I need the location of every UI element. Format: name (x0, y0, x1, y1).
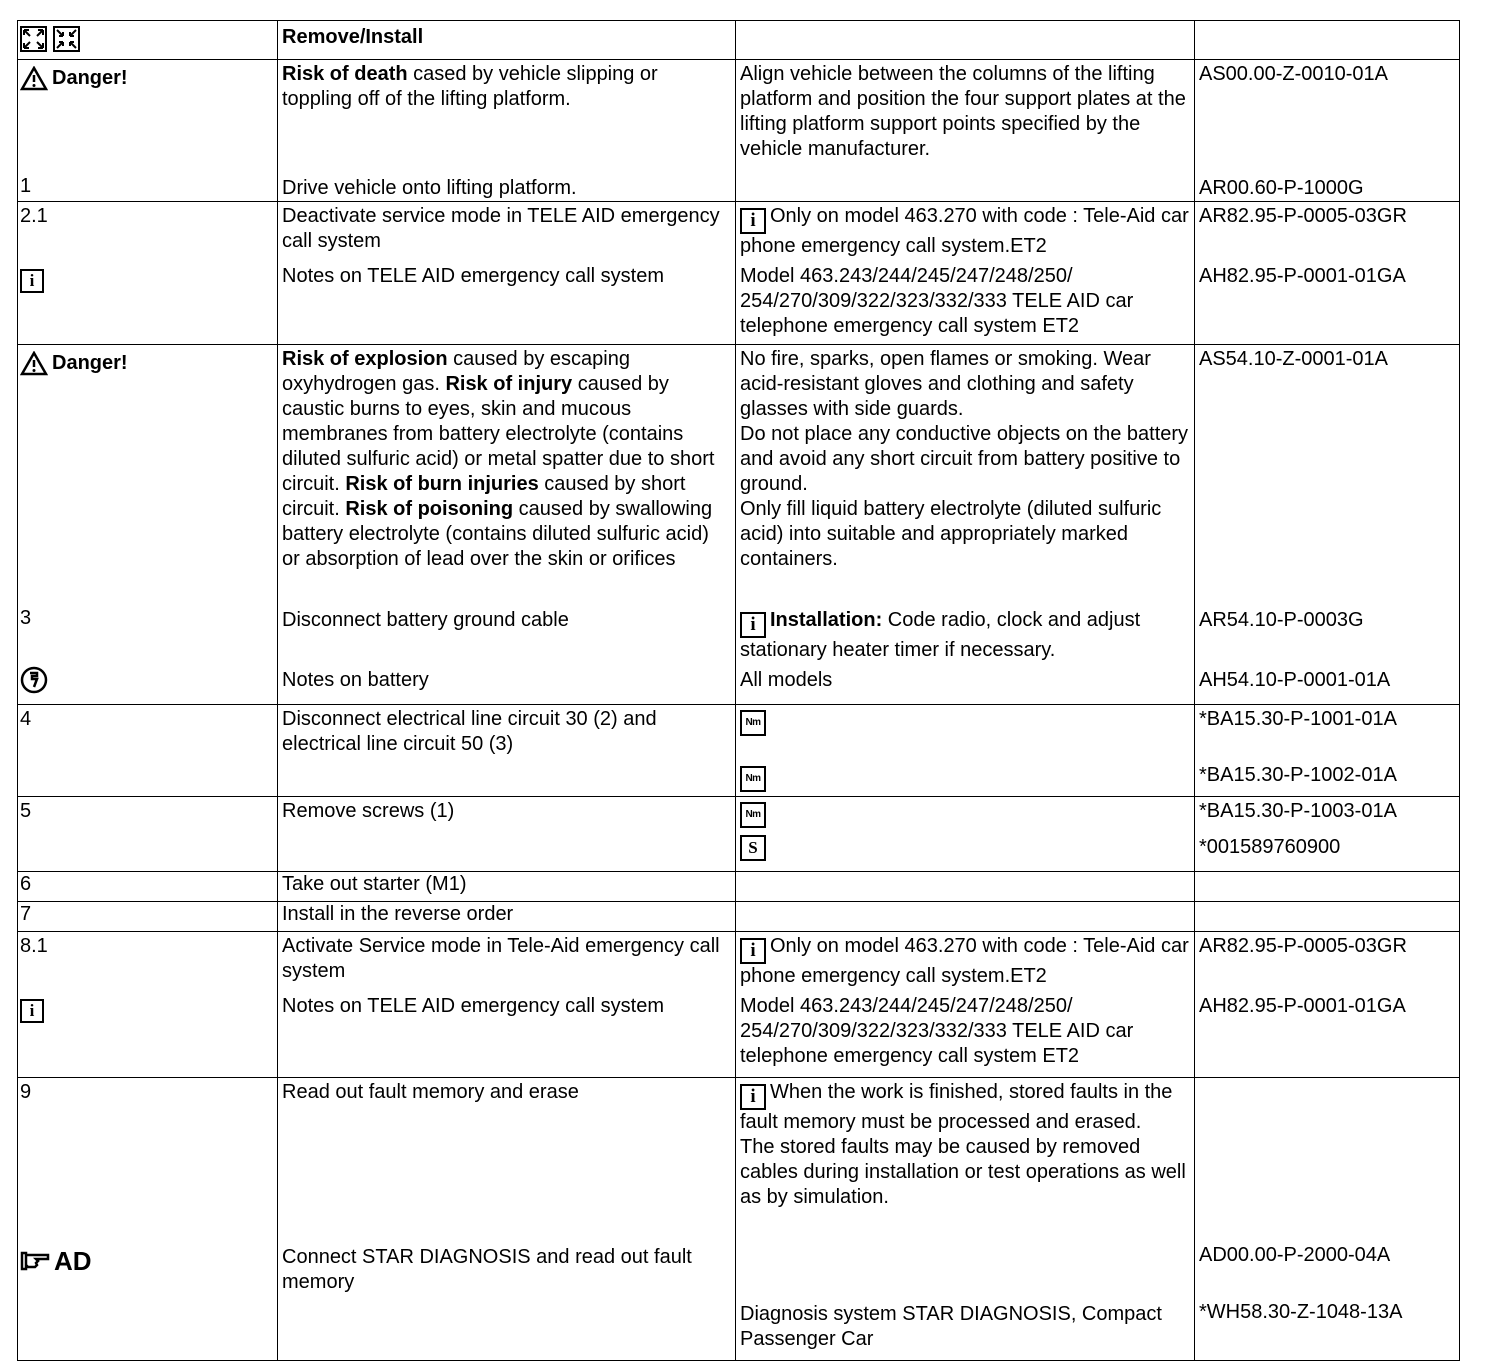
doc-link[interactable]: *BA15.30-P-1003-01A (1199, 800, 1397, 822)
step-number: 6 (20, 873, 32, 895)
step-number: 2.1 (20, 205, 48, 227)
doc-link[interactable]: AR54.10-P-0003G (1199, 609, 1364, 631)
doc-link[interactable]: *BA15.30-P-1001-01A (1199, 708, 1397, 730)
step-row (18, 902, 1460, 932)
note-text: Only on model 463.270 with code : Tele-Aid car phone emergency call system.ET2 (740, 935, 1189, 987)
doc-link[interactable]: *001589760900 (1199, 836, 1341, 858)
doc-link[interactable]: AD00.00-P-2000-04A (1199, 1244, 1391, 1266)
danger-measure: Align vehicle between the columns of the lifting platform and position the four support plates at the lifting platform support points specified by the vehicle manufacturer. (740, 63, 1186, 160)
battery-note-icon (20, 666, 48, 694)
sub-note-text: Model 463.243/244/245/247/248/250/ 254/270/309/322/323/332/333 TELE AID car telephone emergency call system ET2 (740, 995, 1134, 1067)
step-number: 1 (20, 175, 32, 197)
step-number: 3 (20, 607, 32, 629)
note-text: Only on model 463.270 with code : Tele-Aid car phone emergency call system.ET2 (740, 205, 1189, 257)
step-number: 7 (20, 903, 32, 925)
header-empty-cell (736, 21, 1195, 60)
collapse-icon[interactable] (53, 26, 80, 52)
doc-link[interactable]: AS54.10-Z-0001-01A (1199, 348, 1389, 370)
header-row (18, 21, 1460, 60)
sub-step-text: Notes on TELE AID emergency call system (282, 265, 665, 287)
note-text: The stored faults may be caused by removed cables during installation or test operations as well as by simulation. (740, 1136, 1186, 1208)
step-text: Drive vehicle onto lifting platform. (282, 177, 577, 199)
sub-note-text: Model 463.243/244/245/247/248/250/ 254/270/309/322/323/332/333 TELE AID car telephone emergency call system ET2 (740, 265, 1134, 337)
step-text: Remove screws (1) (282, 800, 455, 822)
danger-measure: No fire, sparks, open flames or smoking. Wear acid-resistant gloves and clothing and safety glasses with side guards. Do not place any conductive objects on the battery and avoid any short circuit from battery positive to ground. Only fill liquid battery electrolyte (diluted sulfuric acid) into suitable and appropriately marked containers. (740, 348, 1189, 570)
step-number: 8.1 (20, 935, 48, 957)
step-text: Install in the reverse order (282, 903, 514, 925)
header-empty-cell (1195, 21, 1460, 60)
step-row (18, 1078, 1460, 1361)
danger-row (18, 60, 1460, 202)
info-icon: i (740, 208, 766, 234)
danger-text: Risk of death cased by vehicle slipping or toppling off of the lifting platform. (282, 63, 658, 110)
doc-link[interactable]: *BA15.30-P-1002-01A (1199, 764, 1397, 786)
doc-link[interactable]: AH82.95-P-0001-01GA (1199, 995, 1406, 1017)
doc-link[interactable]: AR00.60-P-1000G (1199, 177, 1364, 199)
special-tool-icon[interactable]: S (740, 835, 766, 861)
installation-label: Installation: (770, 609, 883, 631)
header-title-cell (278, 21, 736, 60)
note-text: When the work is finished, stored faults in the fault memory must be processed and erased. (740, 1081, 1173, 1133)
sub-step-text: Notes on battery (282, 669, 429, 691)
doc-link[interactable]: AH82.95-P-0001-01GA (1199, 265, 1406, 287)
text-col-cell (278, 60, 736, 202)
warning-triangle-icon (20, 351, 48, 376)
danger-text: Risk of explosion caused by escaping oxyhydrogen gas. Risk of injury caused by caustic burns to eyes, skin and mucous membranes from battery electrolyte (contains diluted sulfuric acid) or metal spatter due to short circuit. Risk of burn injuries caused by short circuit. Risk of poisoning caused by swallowing battery electrolyte (contains diluted sulfuric acid) or absorption of lead over the skin or orifices (282, 348, 715, 570)
header-icons-cell (18, 21, 278, 60)
step-text: Activate Service mode in Tele-Aid emergency call system (282, 935, 720, 982)
step-number: 5 (20, 800, 32, 822)
torque-icon[interactable]: Nm (740, 802, 766, 828)
danger-label: Danger! (20, 66, 128, 91)
star-diagnosis-label: AD (20, 1245, 92, 1277)
note-text: Code radio, clock and adjust stationary heater timer if necessary. (740, 609, 1141, 661)
doc-link[interactable]: *WH58.30-Z-1048-13A (1199, 1301, 1403, 1323)
step-number: 4 (20, 708, 32, 730)
page-title: Remove/Install (282, 26, 424, 48)
doc-link[interactable]: AH54.10-P-0001-01A (1199, 669, 1391, 691)
sub-note-text: All models (740, 669, 833, 691)
step-row (18, 932, 1460, 1078)
step-row (18, 705, 1460, 797)
step-number: 9 (20, 1081, 32, 1103)
info-icon: i (20, 269, 44, 293)
step-text: Disconnect battery ground cable (282, 609, 569, 631)
measure-col-cell (736, 60, 1195, 202)
doc-link[interactable]: AR82.95-P-0005-03GR (1199, 205, 1407, 227)
step-text: Take out starter (M1) (282, 873, 467, 895)
warning-triangle-icon (20, 66, 48, 91)
step-row (18, 872, 1460, 902)
step-text: Deactivate service mode in TELE AID emergency call system (282, 205, 720, 252)
step-row (18, 202, 1460, 345)
torque-icon[interactable]: Nm (740, 710, 766, 736)
danger-label: Danger! (20, 351, 128, 376)
expand-icon[interactable] (20, 26, 47, 52)
info-icon: i (740, 612, 766, 638)
procedure-table (17, 20, 1460, 1361)
step-row (18, 797, 1460, 872)
step-col-cell (18, 60, 278, 202)
step-text: Disconnect electrical line circuit 30 (2) and electrical line circuit 50 (3) (282, 708, 657, 755)
sub-step-text: Connect STAR DIAGNOSIS and read out fault memory (282, 1246, 692, 1293)
info-icon: i (740, 1084, 766, 1110)
sub-step-text: Notes on TELE AID emergency call system (282, 995, 665, 1017)
doc-link[interactable]: AS00.00-Z-0010-01A (1199, 63, 1389, 85)
info-icon: i (20, 999, 44, 1023)
danger-row (18, 345, 1460, 705)
torque-icon[interactable]: Nm (740, 766, 766, 792)
doc-col-cell (1195, 60, 1460, 202)
doc-link[interactable]: AR82.95-P-0005-03GR (1199, 935, 1407, 957)
info-icon: i (740, 938, 766, 964)
tool-text: Diagnosis system STAR DIAGNOSIS, Compact Passenger Car (740, 1303, 1162, 1350)
step-text: Read out fault memory and erase (282, 1081, 579, 1103)
pointing-hand-icon (20, 1249, 52, 1273)
